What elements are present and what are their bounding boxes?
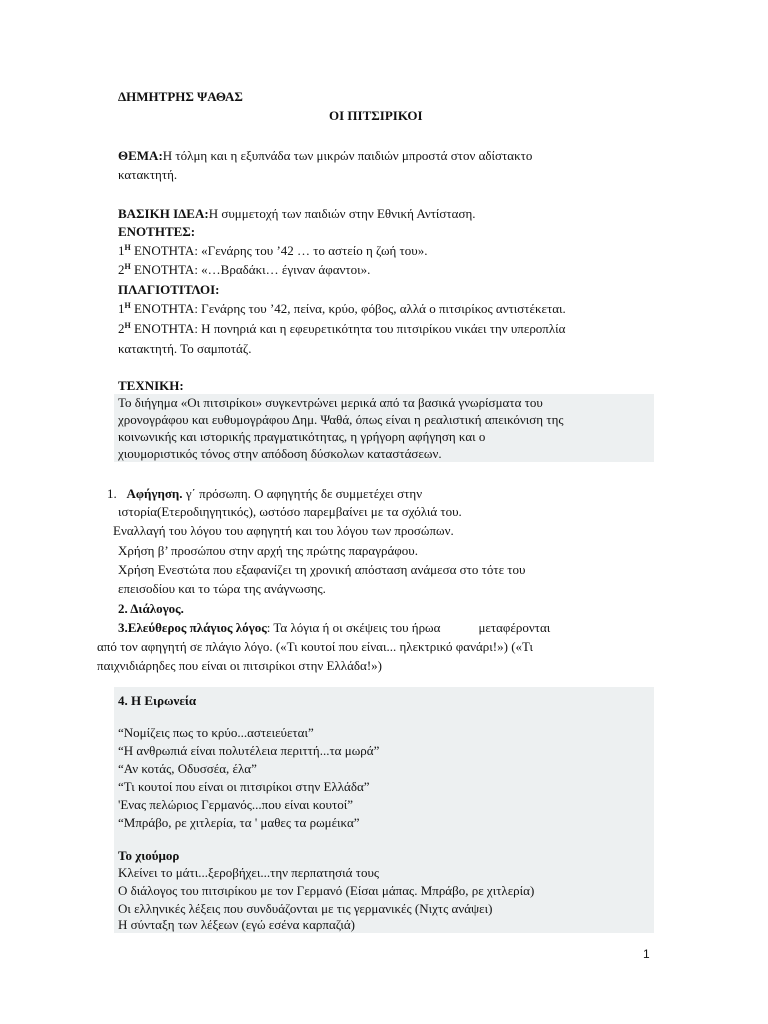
subtitle-text: ΕΝΟΤΗΤΑ: Γενάρης του ’42, πείνα, κρύο, φόβος, αλλά ο πιτσιρίκος αντιστέκεται. [130, 301, 566, 316]
unit-item-1 [118, 242, 427, 260]
theme-label: ΘΕΜΑ: [118, 148, 163, 163]
narration-line-3: Εναλλαγή του λόγου του αφηγητή και του λόγου των προσώπων. [113, 523, 454, 538]
page-title: ΟΙ ΠΙΤΣΙΡΙΚΟΙ [329, 108, 423, 123]
free-indirect-colon: : [266, 620, 271, 635]
humor-line-1: Κλείνει το μάτι...ξεροβήχει...την περπατησιά τους [118, 865, 380, 880]
technique-line-1: Το διήγημα «Οι πιτσιρίκοι» συγκεντρώνει μερικά από τα βασικά γνωρίσματα του [118, 395, 543, 410]
technique-line-4: χιουμοριστικός τόνος στην απόδοση δύσκολων καταστάσεων. [118, 446, 442, 461]
unit-num: 2 [118, 262, 125, 277]
free-indirect-text-a: Τα λόγια ή οι σκέψεις του ήρωα [270, 620, 441, 635]
irony-quote-2: “Η ανθρωπιά είναι πολυτέλεια περιττή...τα μωρά” [118, 743, 380, 758]
unit-sup: Η [124, 262, 131, 271]
theme-line-1 [118, 147, 532, 165]
free-indirect-text-b: μεταφέρονται [478, 620, 551, 635]
free-indirect-line-3: παιχνιδιάρηδες που είναι οι πιτσιρίκοι στην Ελλάδα!») [97, 658, 383, 673]
unit-text: ΕΝΟΤΗΤΑ: «…Βραδάκι… έγιναν άφαντοι». [130, 262, 371, 277]
subtitle-num: 2 [118, 321, 125, 336]
narration-text: γ΄ πρόσωπη. Ο αφηγητής δε συμμετέχει στην [182, 486, 423, 501]
humor-heading: Το χιούμορ [118, 848, 180, 863]
unit-sup: Η [124, 243, 131, 252]
narration-num: 1. [107, 486, 117, 501]
narration-line-2: ιστορία(Ετεροδιηγητικός), ωστόσο παρεμβαίνει με τα σχόλιά του. [118, 504, 462, 519]
irony-quote-4: “Τι κουτοί που είναι οι πιτσιρίκοι στην Ελλάδα” [118, 779, 370, 794]
technique-line-3: κοινωνικής και ιστορικής πραγματικότητας, η γρήγορη αφήγηση και ο [118, 429, 486, 444]
narration-label: Αφήγηση. [126, 486, 183, 501]
humor-line-4: Η σύνταξη των λέξεων (εγώ εσένα καρπαζιά) [118, 917, 356, 932]
humor-line-3: Οι ελληνικές λέξεις που συνδυάζονται με τις γερμανικές (Νιχτς ανάψει) [118, 901, 493, 916]
free-indirect-line-1 [118, 619, 550, 637]
subtitle-continuation: κατακτητή. Το σαμποτάζ. [118, 341, 252, 356]
narration-line-6: επεισοδίου και το τώρα της ανάγνωσης. [118, 581, 326, 596]
technique-line-2: χρονογράφου και ευθυμογράφου Δημ. Ψαθά, όπως είναι η ρεαλιστική απεικόνιση της [118, 412, 564, 427]
theme-text: Η τόλμη και η εξυπνάδα των μικρών παιδιών μπροστά στον αδίστακτο [162, 148, 533, 163]
unit-item-2 [118, 261, 370, 279]
free-indirect-line-2: από τον αφηγητή σε πλάγιο λόγο. («Τι κουτοί που είναι... ηλεκτρικό φανάρι!») («Τι [97, 639, 534, 654]
subtitle-num: 1 [118, 301, 125, 316]
theme-line-2: κατακτητή. [118, 167, 178, 182]
irony-quote-6: “Μπράβο, ρε χιτλερία, τα ' μαθες τα ρωμέικα” [118, 815, 360, 830]
subtitle-text: ΕΝΟΤΗΤΑ: Η πονηριά και η εφευρετικότητα του πιτσιρίκου νικάει την υπεροπλία [130, 321, 566, 336]
irony-heading: 4. Η Ειρωνεία [118, 693, 197, 708]
page-number: 1 [643, 947, 650, 961]
technique-heading: ΤΕΧΝΙΚΗ: [118, 378, 184, 393]
dialogue-heading: 2. Διάλογος. [118, 601, 184, 616]
subtitles-heading: ΠΛΑΓΙΟΤΙΤΛΟΙ: [118, 282, 220, 297]
irony-quote-3: “Αν κοτάς, Οδυσσέα, έλα” [118, 761, 257, 776]
subtitle-item-2 [118, 320, 566, 338]
irony-quote-5: 'Ενας πελώριος Γερμανός...που είναι κουτοί” [118, 797, 353, 812]
narration-line-1 [107, 485, 422, 503]
irony-quote-1: “Νομίζεις πως το κρύο...αστειεύεται” [118, 725, 314, 740]
narration-line-5: Χρήση Ενεστώτα που εξαφανίζει τη χρονική απόσταση ανάμεσα στο τότε του [118, 562, 526, 577]
free-indirect-label: 3.Ελεύθερος πλάγιος λόγος [118, 620, 267, 635]
subtitle-sup: Η [124, 301, 131, 310]
basic-idea-label: ΒΑΣΙΚΗ ΙΔΕΑ: [118, 206, 209, 221]
subtitle-sup: Η [124, 321, 131, 330]
units-heading: ΕΝΟΤΗΤΕΣ: [118, 224, 196, 239]
unit-text: ΕΝΟΤΗΤΑ: «Γενάρης του ’42 … το αστείο η ζωή του». [130, 243, 428, 258]
basic-idea [118, 205, 476, 223]
narration-line-4: Χρήση β’ προσώπου στην αρχή της πρώτης παραγράφου. [118, 543, 418, 558]
unit-num: 1 [118, 243, 125, 258]
subtitle-item-1 [118, 300, 566, 318]
humor-line-2: Ο διάλογος του πιτσιρίκου με τον Γερμανό (Είσαι μάπας. Μπράβο, ρε χιτλερία) [118, 883, 535, 898]
author: ΔΗΜΗΤΡΗΣ ΨΑΘΑΣ [118, 89, 243, 104]
basic-idea-text: Η συμμετοχή των παιδιών στην Εθνική Αντίσταση. [208, 206, 476, 221]
